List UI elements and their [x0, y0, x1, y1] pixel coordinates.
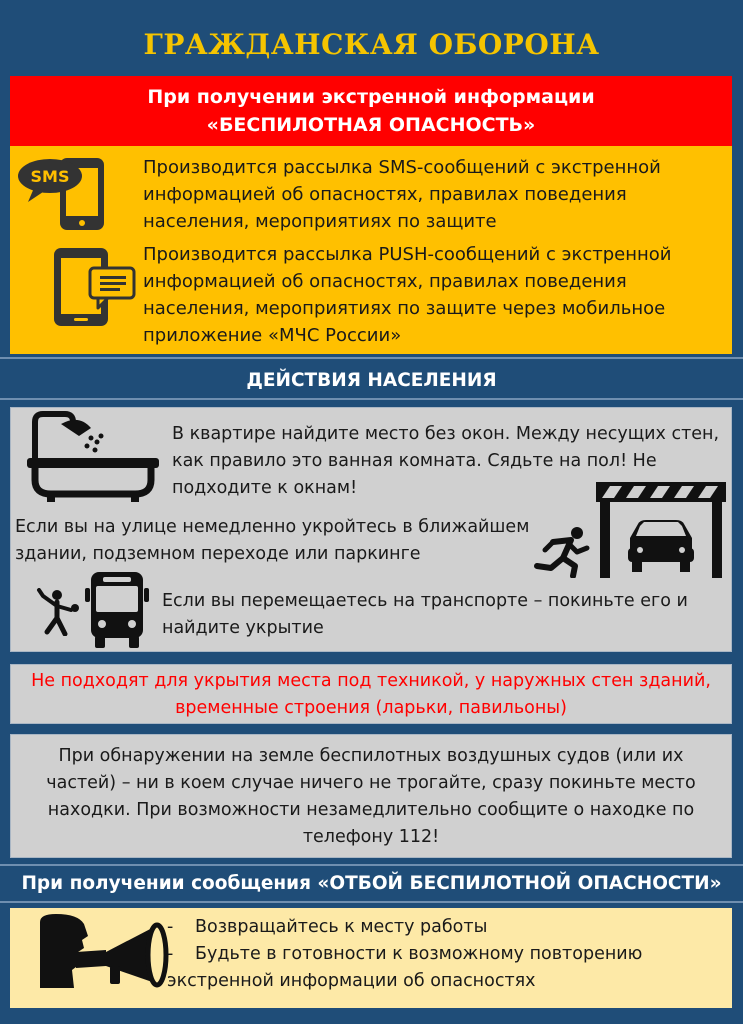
discovery-line-4: телефону 112!	[302, 827, 440, 847]
transport-line-2: найдите укрытие	[162, 618, 324, 638]
push-text-line-2: информацией об опасностях, правилах поведения	[143, 271, 627, 292]
apartment-line-1: В квартире найдите место без окон. Между несущих стен,	[172, 424, 720, 444]
transport-text	[162, 588, 722, 642]
apartment-line-3: подходите к окнам!	[172, 478, 358, 498]
push-text-line-1: Производится рассылка PUSH-сообщений с экстренной	[143, 244, 672, 265]
push-text-line-3: населения, мероприятиях по защите через мобильное	[143, 298, 666, 319]
sms-text	[143, 154, 723, 235]
push-text-line-4: приложение «МЧС России»	[143, 325, 402, 346]
alert-line-2: «БЕСПИЛОТНАЯ ОПАСНОСТЬ»	[206, 114, 536, 136]
item-2-text-line-1: Будьте в готовности к возможному повторению	[195, 944, 643, 964]
item-1-text: Возвращайтесь к месту работы	[195, 917, 488, 937]
sms-phone-icon	[16, 154, 116, 234]
discovery-line-3: находки. При возможности незамедлительно сообщите о находке по	[47, 800, 695, 820]
street-text	[15, 514, 575, 568]
apartment-line-2: как правило это ванная комната. Сядьте на пол! Не	[172, 451, 657, 471]
alert-banner	[10, 76, 732, 146]
all-clear-box	[10, 908, 732, 1008]
street-line-1: Если вы на улице немедленно укройтесь в ближайшем	[15, 517, 530, 537]
alert-line-1: При получении экстренной информации	[147, 86, 595, 108]
transport-line-1: Если вы перемещаетесь на транспорте – покиньте его и	[162, 591, 688, 611]
actions-header: ДЕЙСТВИЯ НАСЕЛЕНИЯ	[246, 370, 497, 391]
notification-box	[10, 146, 732, 354]
push-phone-icon	[50, 246, 150, 328]
warning-box	[10, 664, 732, 724]
divider	[0, 398, 743, 400]
warning-line-1: Не подходят для укрытия места под техникой, у наружных стен зданий,	[31, 671, 711, 691]
all-clear-header: При получении сообщения «ОТБОЙ БЕСПИЛОТНОЙ ОПАСНОСТИ»	[21, 873, 722, 894]
list-dash: -	[167, 917, 174, 937]
all-clear-item-2	[167, 941, 642, 968]
push-text	[143, 241, 723, 349]
divider	[0, 901, 743, 903]
divider	[0, 864, 743, 866]
sms-text-line-2: информацией об опасностях, правилах поведения	[143, 184, 627, 205]
discovery-line-1: При обнаружении на земле беспилотных воздушных судов (или их	[58, 746, 684, 766]
street-line-2: здании, подземном переходе или паркинге	[15, 544, 421, 564]
all-clear-item-1	[167, 914, 487, 941]
warning-line-2: временные строения (ларьки, павильоны)	[175, 698, 567, 718]
person-waving-icon	[31, 588, 79, 636]
discovery-box	[10, 734, 732, 858]
sms-icon-label: SMS	[30, 167, 70, 186]
bathtub-icon	[21, 408, 161, 504]
sms-text-line-3: населения, мероприятиях по защите	[143, 211, 497, 232]
page-title: ГРАЖДАНСКАЯ ОБОРОНА	[143, 28, 600, 61]
discovery-line-2: частей) – ни в коем случае ничего не трогайте, сразу покиньте место	[46, 773, 696, 793]
list-dash: -	[167, 944, 174, 964]
all-clear-item-2-cont: экстренной информации об опасностях	[167, 971, 536, 991]
divider	[0, 357, 743, 359]
running-person-icon	[533, 526, 593, 578]
actions-box	[10, 407, 732, 652]
parking-garage-icon	[596, 482, 726, 578]
sms-text-line-1: Производится рассылка SMS-сообщений с экстренной	[143, 157, 661, 178]
megaphone-person-icon	[30, 912, 180, 1002]
bus-icon	[85, 572, 149, 648]
